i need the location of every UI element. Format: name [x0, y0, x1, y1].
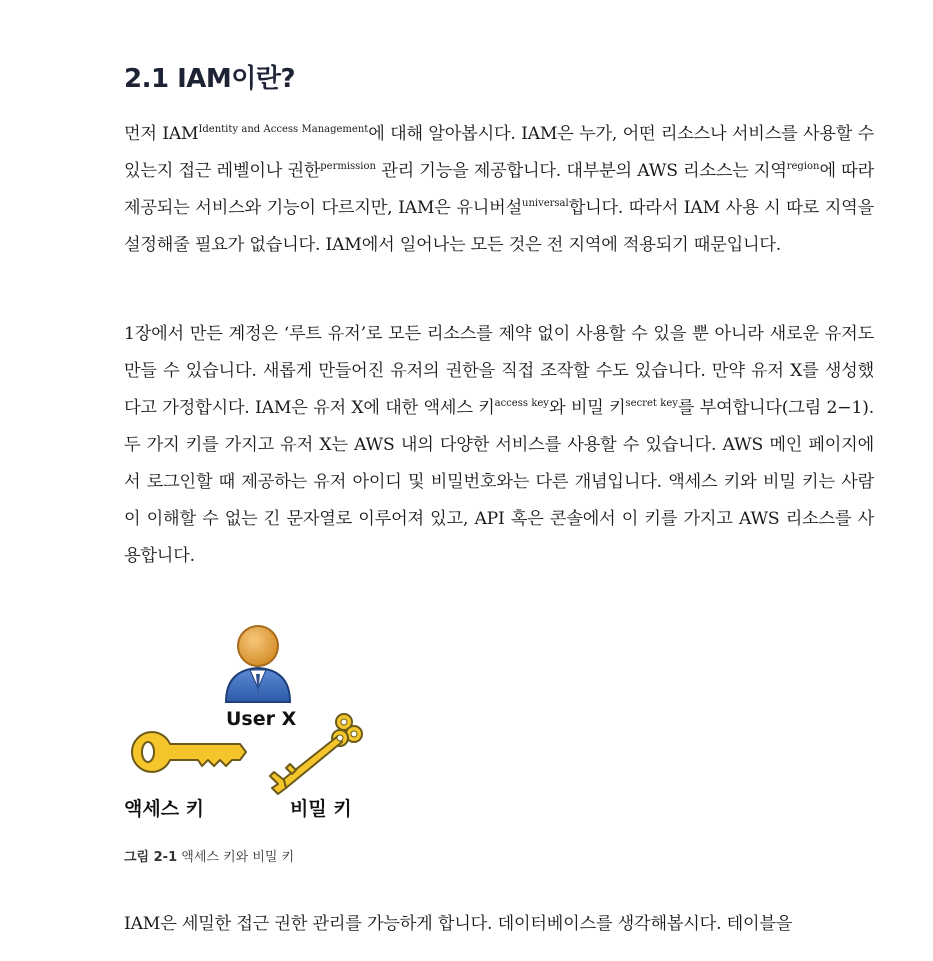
- p1-sup-iam: Identity and Access Management: [198, 124, 369, 135]
- paragraph-3: IAM은 세밀한 접근 권한 관리를 가능하게 합니다. 데이터베이스를 생각해봅시다. 테이블을: [124, 914, 793, 934]
- p1-text-d: 에 따라 제공되는 서비스와 기능이 다르지만, IAM은 유니버설: [124, 161, 874, 218]
- caption-number: 그림 2-1: [124, 850, 178, 865]
- p1-text-c: 관리 기능을 제공합니다. 대부분의 AWS 리소스는 지역: [375, 161, 787, 181]
- access-key-icon: [128, 726, 258, 782]
- access-key-label: 액세스 키: [124, 798, 205, 820]
- p1-sup-region: region: [786, 161, 820, 172]
- secret-key-label: 비밀 키: [290, 798, 352, 820]
- paragraph-2: [124, 316, 874, 575]
- p2-text-c: 를 부여합니다(그림 2−1). 두 가지 키를 가지고 유저 X는 AWS 내의 다양한 서비스를 사용할 수 있습니다. AWS 메인 페이지에서 로그인할 때 제공하는 유저 아이디 및 비밀번호와는 다른 개념입니다. 액세스 키와 비밀 키는 사람이 이해할 수 없는 긴 문자열로 이루어져 있고, API 혹은 콘솔에서 이 키를 가지고 AWS 리소스를 사용합니다.: [124, 398, 874, 566]
- user-x-label: User X: [226, 708, 297, 730]
- p1-sup-universal: universal: [522, 198, 569, 209]
- p2-sup-access-key: access key: [494, 398, 549, 409]
- p1-text-b: 에 대해 알아봅시다. IAM은 누가, 어떤 리소스나 서비스를 사용할 수 있는지 접근 레벨이나 권한: [124, 124, 875, 181]
- figure-caption: [124, 846, 294, 865]
- caption-text: 액세스 키와 비밀 키: [181, 850, 295, 865]
- p1-text-e: 합니다. 따라서 IAM 사용 시 따로 지역을 설정해줄 필요가 없습니다. IAM에서 일어나는 모든 것은 전 지역에 적용되기 때문입니다.: [124, 198, 874, 255]
- p1-text-a: 먼저 IAM: [124, 124, 199, 144]
- paragraph-1: [124, 116, 874, 264]
- p2-text-b: 와 비밀 키: [548, 398, 626, 418]
- secret-key-icon: [264, 710, 364, 796]
- p1-sup-permission: permission: [320, 161, 376, 172]
- p2-sup-secret-key: secret key: [625, 398, 678, 409]
- figure-2-1: [124, 618, 444, 838]
- user-icon: [222, 622, 294, 706]
- section-heading: 2.1 IAM이란?: [124, 64, 296, 94]
- p2-text-a: 1장에서 만든 계정은 ‘루트 유저’로 모든 리소스를 제약 없이 사용할 수 있을 뿐 아니라 새로운 유저도 만들 수 있습니다. 새롭게 만들어진 유저의 권한을 직접 조작할 수도 있습니다. 만약 유저 X를 생성했다고 가정합시다. IAM은 유저 X에 대한 액세스 키: [124, 324, 874, 418]
